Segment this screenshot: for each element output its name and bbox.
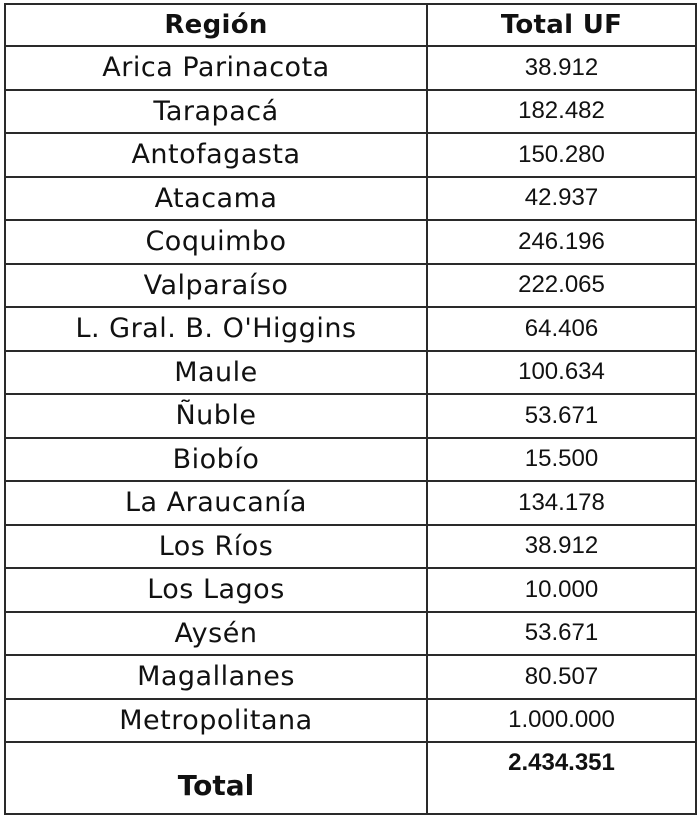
total-uf-cell: 222.065: [427, 264, 696, 308]
total-uf-cell: 38.912: [427, 525, 696, 569]
region-cell: Valparaíso: [5, 264, 427, 308]
region-cell: Arica Parinacota: [5, 46, 427, 90]
region-cell: Atacama: [5, 177, 427, 221]
region-cell: Antofagasta: [5, 133, 427, 177]
table-row: [5, 90, 696, 134]
header-row: [5, 4, 696, 46]
table-row: [5, 655, 696, 699]
table-header: [5, 4, 696, 46]
region-cell: Los Ríos: [5, 525, 427, 569]
region-cell: Tarapacá: [5, 90, 427, 134]
table-row: [5, 46, 696, 90]
region-cell: Ñuble: [5, 394, 427, 438]
header-total-uf: Total UF: [427, 4, 696, 46]
region-cell: L. Gral. B. O'Higgins: [5, 307, 427, 351]
total-uf-cell: 10.000: [427, 568, 696, 612]
total-uf-cell: 182.482: [427, 90, 696, 134]
table-row: [5, 264, 696, 308]
region-totals-table: [4, 3, 697, 815]
table-row: [5, 438, 696, 482]
table-row: [5, 307, 696, 351]
total-uf-cell: 246.196: [427, 220, 696, 264]
total-uf-cell: 100.634: [427, 351, 696, 395]
total-uf-cell: 42.937: [427, 177, 696, 221]
total-uf-cell: 53.671: [427, 394, 696, 438]
header-region: Región: [5, 4, 427, 46]
region-cell: Los Lagos: [5, 568, 427, 612]
region-cell: Coquimbo: [5, 220, 427, 264]
region-cell: La Araucanía: [5, 481, 427, 525]
table-row: [5, 612, 696, 656]
total-uf-cell: 64.406: [427, 307, 696, 351]
total-uf-cell: 150.280: [427, 133, 696, 177]
region-cell: Magallanes: [5, 655, 427, 699]
table-row: [5, 220, 696, 264]
total-uf-cell: 80.507: [427, 655, 696, 699]
total-uf-cell: 134.178: [427, 481, 696, 525]
table-footer: [5, 742, 696, 814]
table-row: [5, 133, 696, 177]
total-value: 2.434.351: [427, 742, 696, 814]
table-row: [5, 177, 696, 221]
table-row: [5, 481, 696, 525]
table-row: [5, 525, 696, 569]
total-uf-cell: 38.912: [427, 46, 696, 90]
region-cell: Aysén: [5, 612, 427, 656]
total-uf-cell: 15.500: [427, 438, 696, 482]
total-uf-cell: 1.000.000: [427, 699, 696, 743]
table-row: [5, 394, 696, 438]
table-row: [5, 699, 696, 743]
region-cell: Metropolitana: [5, 699, 427, 743]
region-cell: Maule: [5, 351, 427, 395]
total-row: [5, 742, 696, 814]
table-row: [5, 568, 696, 612]
table-body: [5, 46, 696, 742]
total-label: Total: [5, 742, 427, 814]
total-uf-cell: 53.671: [427, 612, 696, 656]
table-row: [5, 351, 696, 395]
region-cell: Biobío: [5, 438, 427, 482]
